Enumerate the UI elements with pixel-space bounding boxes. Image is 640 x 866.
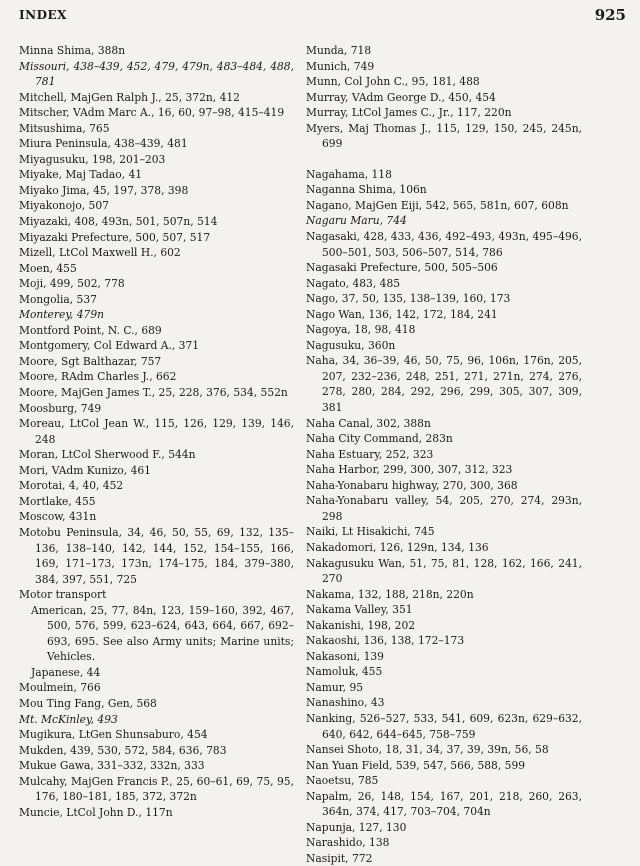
index-entry: Naha Harbor, 299, 300, 307, 312, 323 bbox=[306, 463, 513, 477]
index-entry: Moulmein, 766 bbox=[19, 681, 101, 695]
index-entry: Mukden, 439, 530, 572, 584, 636, 783 bbox=[19, 743, 227, 757]
index-entry: Mizell, LtCol Maxwell H., 602 bbox=[19, 246, 181, 260]
index-entry: Nago Wan, 136, 142, 172, 184, 241 bbox=[306, 307, 498, 321]
index-entry: Nagasaki Prefecture, 500, 505–506 bbox=[306, 261, 498, 275]
index-entry: Miura Peninsula, 438–439, 481 bbox=[19, 137, 188, 151]
index-entry: Nagahama, 118 bbox=[306, 167, 392, 181]
index-entry: Naha Estuary, 252, 323 bbox=[306, 447, 434, 461]
index-entry: Motobu Peninsula, 34, 46, 50, 55, 69, 132, 135–136, 138–140, 142, 144, 152, 154–155, 166, 169, 171–173, 173n, 174–175, 184, 379–380, 384, 397, 551, 725 bbox=[19, 525, 294, 586]
index-entry: Napalm, 26, 148, 154, 167, 201, 218, 260, 263, 364n, 374, 417, 703–704, 704n bbox=[306, 789, 582, 819]
page-number: 925 bbox=[594, 6, 626, 24]
index-entry: Mou Ting Fang, Gen, 568 bbox=[19, 696, 157, 710]
index-entry: Nanashino, 43 bbox=[306, 696, 385, 710]
index-entry: Nakadomori, 126, 129n, 134, 136 bbox=[306, 540, 489, 554]
index-entry: Miyagusuku, 198, 201–203 bbox=[19, 152, 166, 166]
index-entry: Murray, VAdm George D., 450, 454 bbox=[306, 90, 496, 104]
index-entry: Nanking, 526–527, 533, 541, 609, 623n, 629–632, 640, 642, 644–645, 758–759 bbox=[306, 711, 582, 741]
page-header bbox=[19, 6, 626, 30]
index-entry: Minna Shima, 388n bbox=[19, 44, 126, 57]
index-entry: Nansei Shoto, 18, 31, 34, 37, 39, 39n, 56, 58 bbox=[306, 743, 549, 757]
index-entry: Naha-Yonabaru highway, 270, 300, 368 bbox=[306, 478, 518, 492]
index-entry: Nakasoni, 139 bbox=[306, 649, 384, 663]
index-entry: Moen, 455 bbox=[19, 261, 77, 275]
index-entry: Munn, Col John C., 95, 181, 488 bbox=[306, 75, 480, 89]
index-entry: Nakagusuku Wan, 51, 75, 81, 128, 162, 166, 241, 270 bbox=[306, 556, 582, 586]
index-entry: Mori, VAdm Kunizo, 461 bbox=[19, 463, 151, 477]
index-entry: Nakanishi, 198, 202 bbox=[306, 618, 416, 632]
index-title: INDEX bbox=[19, 8, 67, 22]
index-entry: Murray, LtCol James C., Jr., 117, 220n bbox=[306, 106, 512, 120]
index-entry: Nago, 37, 50, 135, 138–139, 160, 173 bbox=[306, 292, 511, 306]
index-entry: Nagano, MajGen Eiji, 542, 565, 581n, 607, 608n bbox=[306, 198, 569, 212]
index-entry: Moosburg, 749 bbox=[19, 401, 102, 415]
index-entry: Mitscher, VAdm Marc A., 16, 60, 97–98, 415–419 bbox=[19, 106, 285, 120]
index-entry: Munda, 718 bbox=[306, 44, 372, 57]
index-entry: Nakama, 132, 188, 218n, 220n bbox=[306, 587, 474, 601]
index-entry: Mulcahy, MajGen Francis P., 25, 60–61, 69, 75, 95, 176, 180–181, 185, 372, 372n bbox=[19, 774, 294, 804]
index-entry: Miyako Jima, 45, 197, 378, 398 bbox=[19, 183, 189, 197]
index-subentry: Japanese, 44 bbox=[31, 665, 101, 679]
index-entry: Moore, RAdm Charles J., 662 bbox=[19, 370, 177, 384]
index-entry: Mukue Gawa, 331–332, 332n, 333 bbox=[19, 759, 205, 773]
index-entry: Nagaru Maru, 744 bbox=[306, 214, 407, 228]
index-entry: Nakaoshi, 136, 138, 172–173 bbox=[306, 634, 465, 648]
index-entry: Mugikura, LtGen Shunsaburo, 454 bbox=[19, 728, 208, 742]
index-entry: Moreau, LtCol Jean W., 115, 126, 129, 139, 146, 248 bbox=[19, 417, 294, 446]
index-entry: Narashido, 138 bbox=[306, 836, 390, 850]
index-entry: Muncie, LtCol John D., 117n bbox=[19, 805, 173, 819]
index-entry: Monterey, 479n bbox=[19, 308, 105, 322]
index-entry: Naganna Shima, 106n bbox=[306, 183, 427, 197]
index-entry: Nagasaki, 428, 433, 436, 492–493, 493n, 495–496, 500–501, 503, 506–507, 514, 786 bbox=[306, 230, 582, 259]
index-entry: Miyakonojo, 507 bbox=[19, 199, 109, 213]
index-entry: Miyazaki, 408, 493n, 501, 507n, 514 bbox=[19, 215, 218, 229]
index-entry: Nan Yuan Field, 539, 547, 566, 588, 599 bbox=[306, 758, 526, 772]
index-entry: Nagusuku, 360n bbox=[306, 338, 396, 352]
index-entry: Mortlake, 455 bbox=[19, 494, 96, 508]
index-entry: Missouri, 438–439, 452, 479, 479n, 483–484, 488, 781 bbox=[19, 59, 294, 89]
index-entry: Naha, 34, 36–39, 46, 50, 75, 96, 106n, 176n, 205, 207, 232–236, 248, 251, 271, 271n, 274, 276, 278, 280, 284, 292, 296, 299, 305, 307, 309, 381 bbox=[306, 354, 582, 415]
index-entry: Mt. McKinley, 493 bbox=[19, 712, 118, 726]
index-entry: Nakama Valley, 351 bbox=[306, 603, 413, 617]
index-entry: Namur, 95 bbox=[306, 680, 364, 694]
index-entry: Naha City Command, 283n bbox=[306, 432, 453, 446]
index-entry: Nasipit, 772 bbox=[306, 851, 373, 865]
index-entry: Naoetsu, 785 bbox=[306, 774, 379, 788]
index-entry: Moji, 499, 502, 778 bbox=[19, 277, 125, 291]
index-entry: Mitsushima, 765 bbox=[19, 121, 110, 135]
index-entry: Naha Canal, 302, 388n bbox=[306, 416, 431, 430]
index-entry: Montgomery, Col Edward A., 371 bbox=[19, 339, 200, 353]
index-entry: Motor transport bbox=[19, 588, 107, 602]
index-entry: Nagoya, 18, 98, 418 bbox=[306, 323, 416, 337]
index-entry: Namoluk, 455 bbox=[306, 665, 383, 679]
index-entry: Miyake, Maj Tadao, 41 bbox=[19, 168, 143, 182]
index-entry: Moscow, 431n bbox=[19, 510, 97, 524]
index-entry: Myers, Maj Thomas J., 115, 129, 150, 245, 245n, 699 bbox=[306, 121, 582, 151]
index-entry: Napunja, 127, 130 bbox=[306, 820, 407, 834]
index-entry: Moore, MajGen James T., 25, 228, 376, 534, 552n bbox=[19, 386, 288, 400]
index-entry: Moore, Sgt Balthazar, 757 bbox=[19, 354, 162, 368]
index-entry: Mitchell, MajGen Ralph J., 25, 372n, 412 bbox=[19, 90, 240, 104]
index-entry: Miyazaki Prefecture, 500, 507, 517 bbox=[19, 230, 211, 244]
index-entry: Naiki, Lt Hisakichi, 745 bbox=[306, 525, 435, 539]
index-entry: Mongolia, 537 bbox=[19, 292, 97, 306]
left-index-column bbox=[19, 43, 294, 820]
index-entry: Naha-Yonabaru valley, 54, 205, 270, 274, 293n, 298 bbox=[306, 494, 582, 523]
index-entry: Moran, LtCol Sherwood F., 544n bbox=[19, 448, 196, 462]
index-entry: Morotai, 4, 40, 452 bbox=[19, 479, 124, 493]
index-entry: Nagato, 483, 485 bbox=[306, 276, 401, 290]
index-subentry: American, 25, 77, 84n, 123, 159–160, 392, 467, 500, 576, 599, 623–624, 643, 664, 667, 692–693, 695. See also Army units; Marine units; Vehicles. bbox=[31, 603, 294, 664]
index-entry: Montford Point, N. C., 689 bbox=[19, 323, 162, 337]
right-index-column bbox=[306, 43, 582, 866]
index-entry: Munich, 749 bbox=[306, 59, 375, 73]
letter-section-gap bbox=[306, 152, 582, 167]
